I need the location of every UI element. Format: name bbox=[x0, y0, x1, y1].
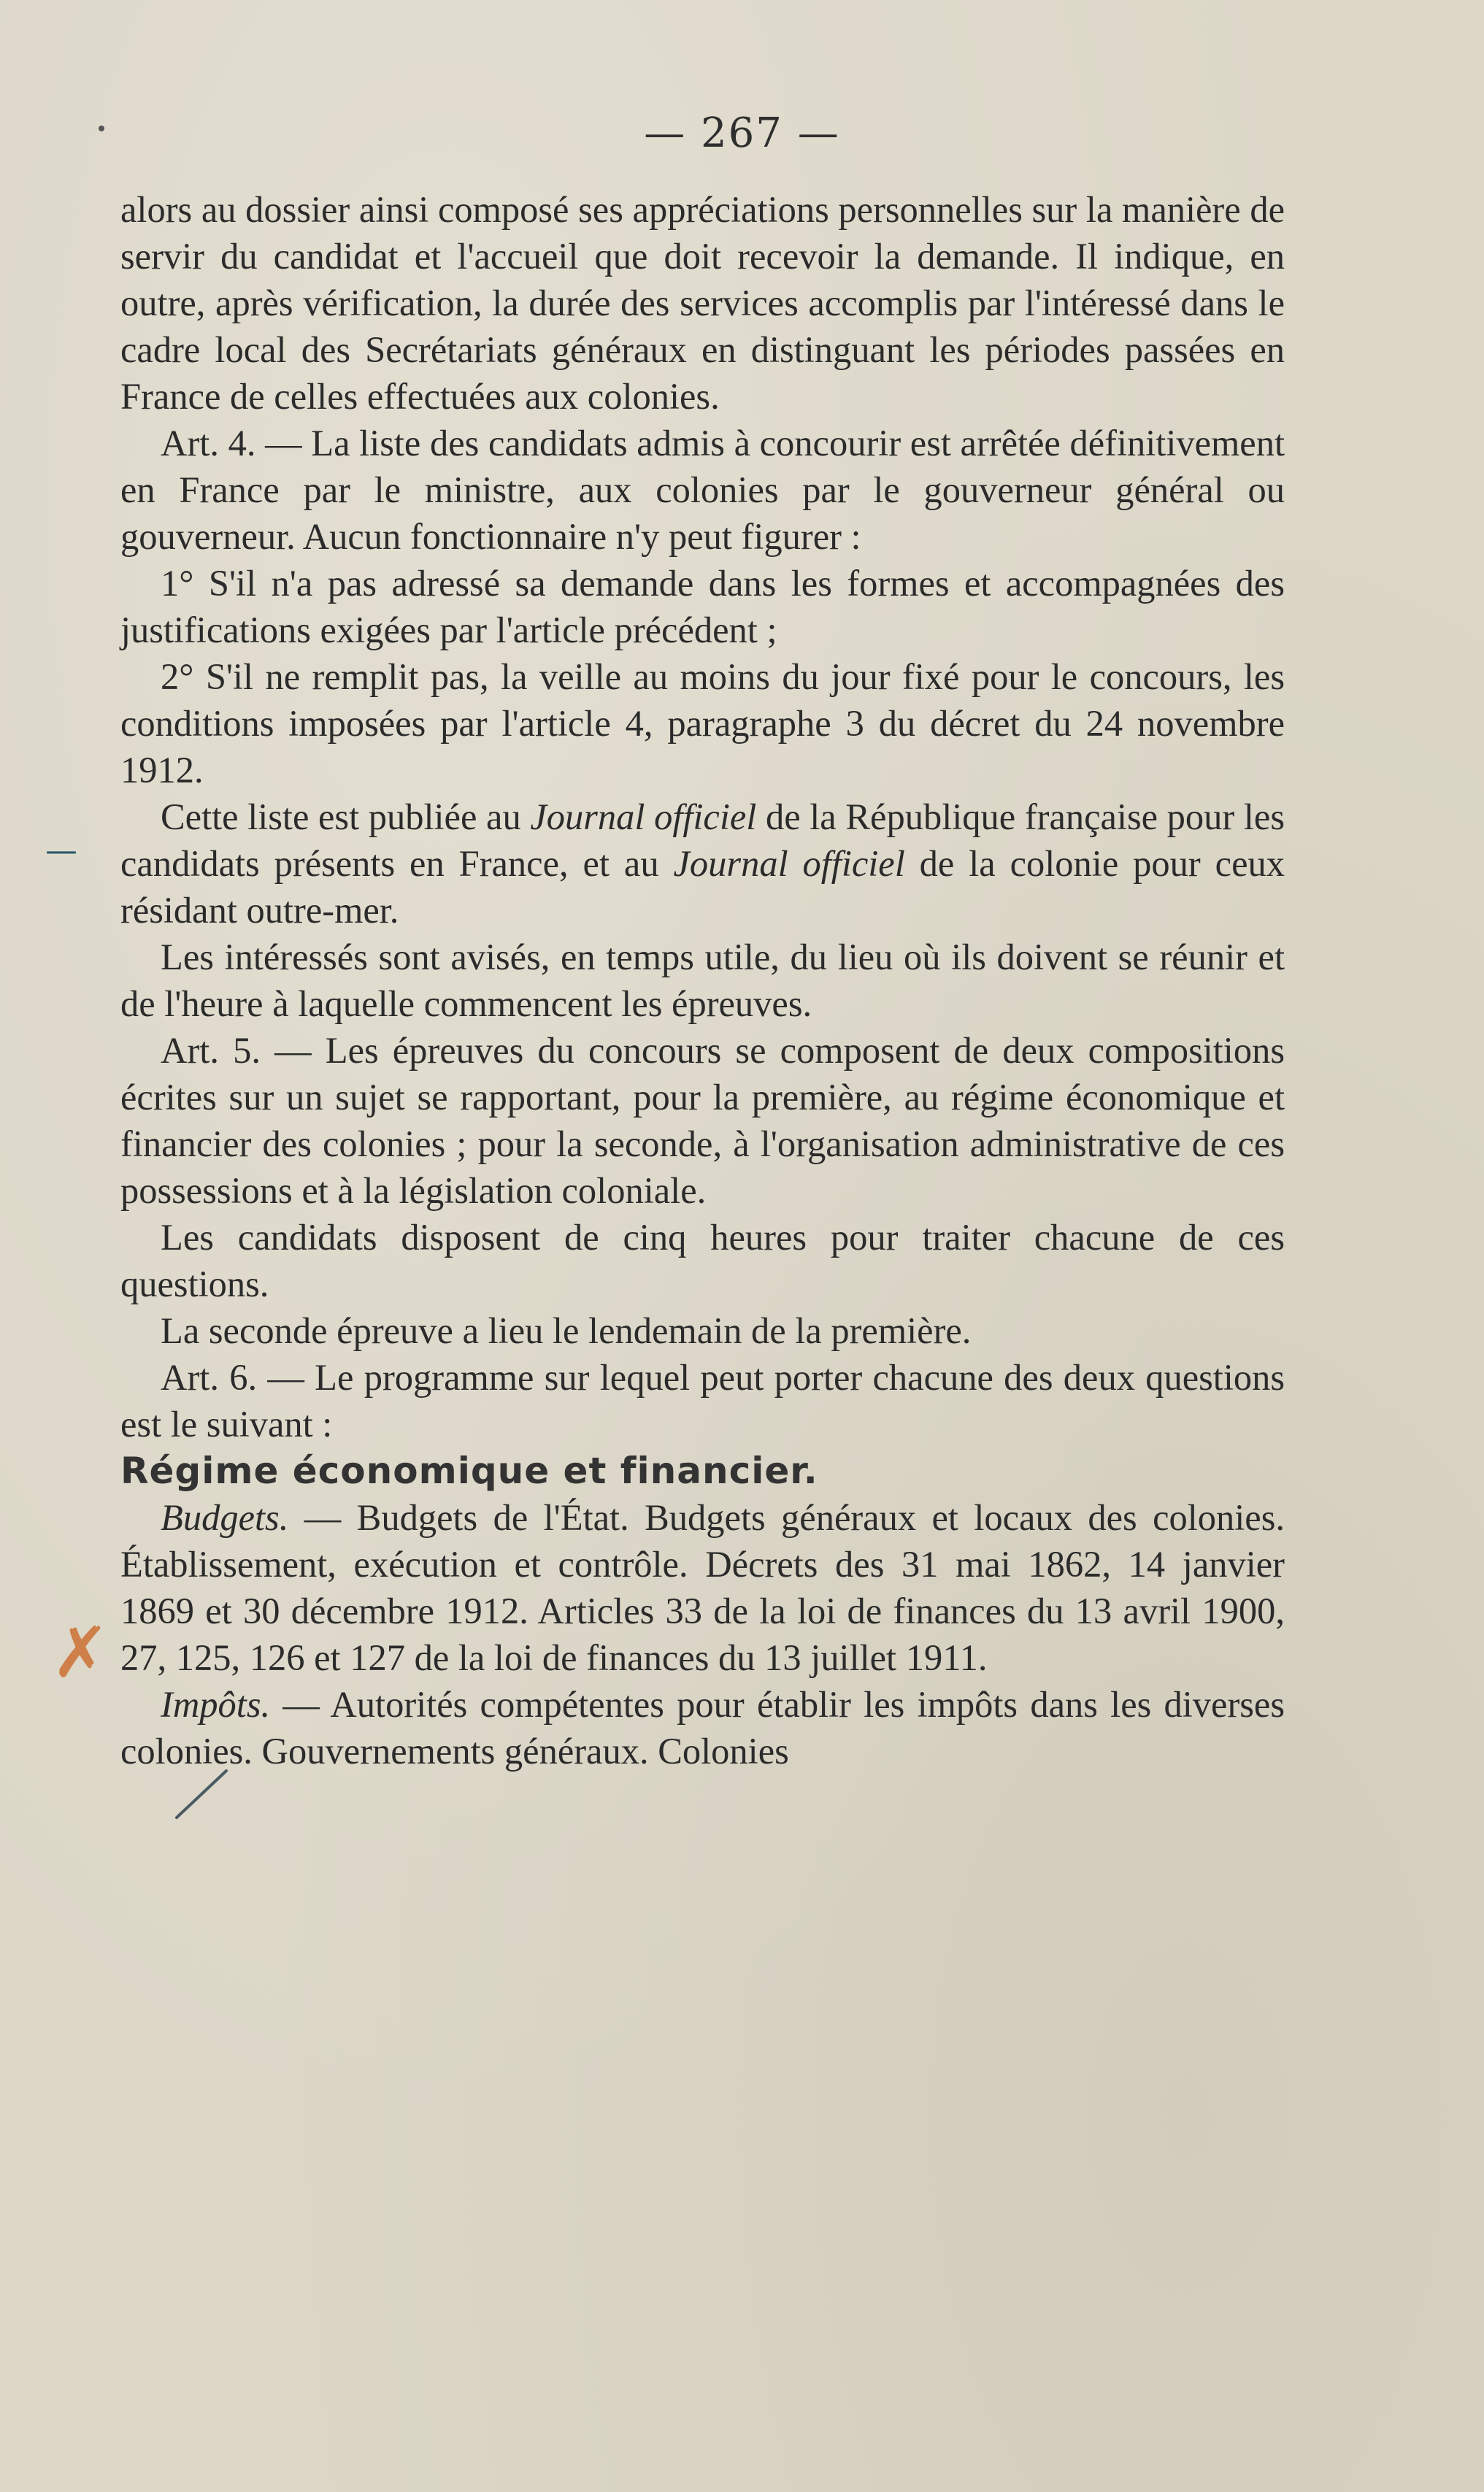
journal-officiel-title: Journal officiel bbox=[673, 843, 905, 884]
publication-text-e: de la colonie pour ceux résidant outre-mer. bbox=[120, 843, 1285, 931]
paragraph-article-6: Art. 6. — Le programme sur lequel peut porter chacune des deux questions est le suivant : bbox=[120, 1357, 1285, 1445]
paragraph-article-5: Art. 5. — Les épreuves du concours se composent de deux compositions écrites sur un sujet se rapportant, pour la première, au régime économique et financier des colonies ; pour la seconde, à l'organisation administrative de ces possessions et à la législation coloniale. bbox=[120, 1030, 1285, 1211]
publication-text-c: de la République française pour les candidats présents en France, et au bbox=[120, 796, 1285, 884]
paragraph-second-exam: La seconde épreuve a lieu le lendemain de la première. bbox=[161, 1310, 972, 1351]
paragraph-duration: Les candidats disposent de cinq heures pour traiter chacune de ces questions. bbox=[120, 1217, 1285, 1304]
journal-officiel-title: Journal officiel bbox=[530, 796, 757, 837]
paragraph-publication bbox=[120, 793, 1285, 934]
budgets-label: Budgets. bbox=[161, 1497, 289, 1538]
paragraph-impots bbox=[120, 1681, 1285, 1774]
page-number: — 267 — bbox=[644, 109, 840, 157]
publication-text-a: Cette liste est publiée au bbox=[161, 796, 531, 837]
paragraph-budgets bbox=[120, 1494, 1285, 1681]
margin-cross-mark: ✗ bbox=[51, 1612, 110, 1693]
paragraph-condition-1: 1° S'il n'a pas adressé sa demande dans les formes et accompagnées des justifications exigées par l'article précédent ; bbox=[120, 563, 1285, 650]
paragraph-continuation: alors au dossier ainsi composé ses appréciations personnelles sur la manière de servir du candidat et l'accueil que doit recevoir la demande. Il indique, en outre, après vérification, la durée des services accomplis par l'intéressé dans le cadre local des Secrétariats généraux en distinguant les périodes passées en France de celles effectuées aux colonies. bbox=[120, 189, 1285, 417]
paragraph-condition-2: 2° S'il ne remplit pas, la veille au moins du jour fixé pour le concours, les conditions imposées par l'article 4, paragraphe 3 du décret du 24 novembre 1912. bbox=[120, 656, 1285, 791]
paragraph-notification: Les intéressés sont avisés, en temps utile, du lieu où ils doivent se réunir et de l'heure à laquelle commencent les épreuves. bbox=[120, 937, 1285, 1024]
impots-text: — Autorités compétentes pour établir les impôts dans les diverses colonies. Gouvernements généraux. Colonies bbox=[120, 1684, 1285, 1772]
budgets-text: — Budgets de l'État. Budgets généraux et locaux des colonies. Établissement, exécution et contrôle. Décrets des 31 mai 1862, 14 janvier 1869 et 30 décembre 1912. Articles 33 de la loi de finances du 13 avril 1900, 27, 125, 126 et 127 de la loi de finances du 13 juillet 1911. bbox=[120, 1497, 1285, 1678]
document-body bbox=[120, 186, 1285, 1774]
section-heading: Régime économique et financier. bbox=[120, 1450, 818, 1492]
paragraph-article-4: Art. 4. — La liste des candidats admis à concourir est arrêtée définitivement en France par le ministre, aux colonies par le gouverneur général ou gouverneur. Aucun fonctionnaire n'y peut figurer : bbox=[120, 423, 1285, 557]
impots-label: Impôts. bbox=[161, 1684, 271, 1725]
margin-dash-mark: — bbox=[45, 832, 77, 869]
